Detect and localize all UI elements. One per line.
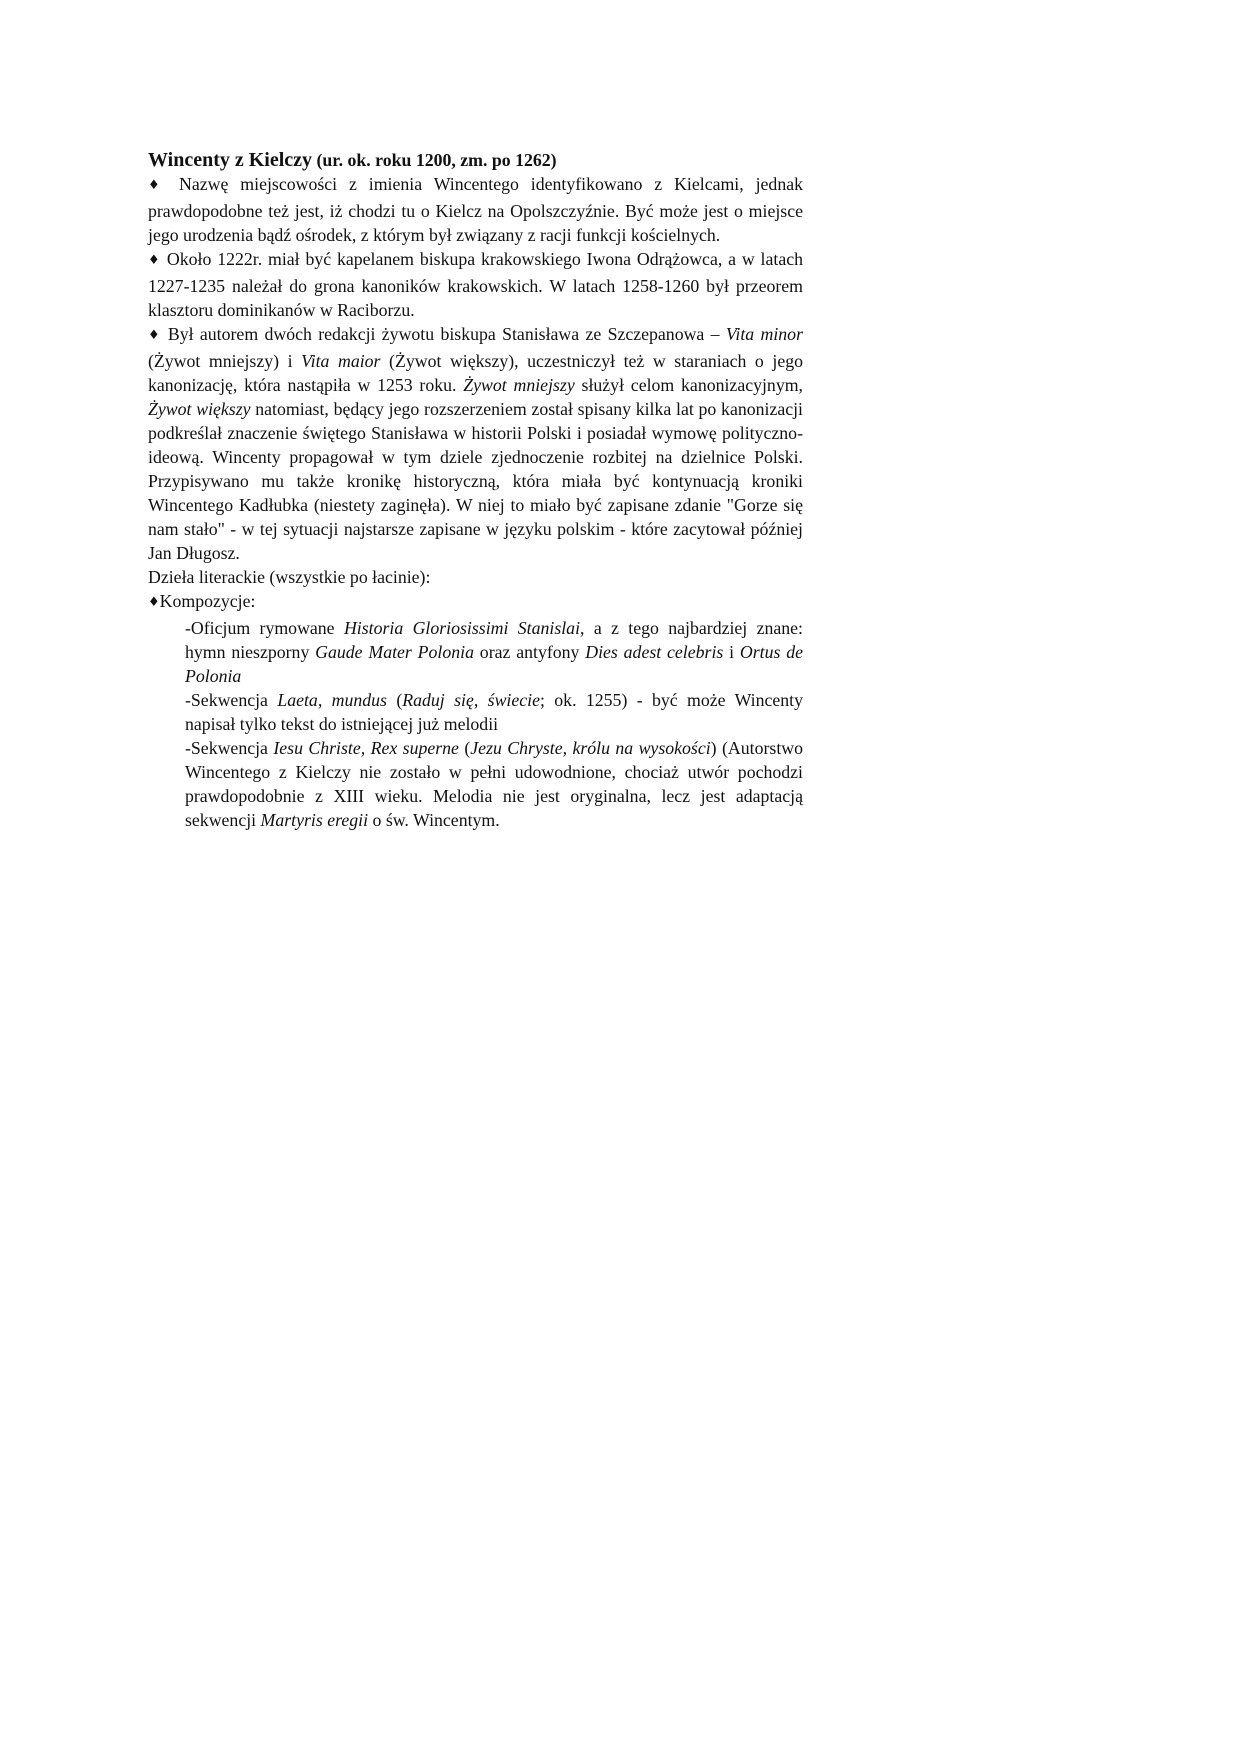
text-run: -Sekwencja — [185, 738, 274, 758]
italic-title: Vita minor — [725, 324, 803, 344]
composition-item-iesu-christe — [148, 736, 803, 832]
text-run: -Sekwencja — [185, 690, 278, 710]
italic-title: Ortus de Polonia — [185, 642, 804, 686]
text-run: ( — [458, 738, 471, 758]
title-dates: (ur. ok. roku 1200, zm. po 1262) — [316, 150, 557, 170]
diamond-bullet-icon: ♦ — [148, 178, 168, 193]
title-name: Wincenty z Kielczy — [148, 149, 313, 171]
paragraph-career — [148, 247, 803, 322]
document-body — [148, 148, 803, 832]
paragraph-text: Nazwę miejscowości z imienia Wincentego identyfikowano z Kielcami, jednak prawdopodobne też jest, iż chodzi tu o Kielcz na Opolszczyźnie. Być może jest o miejsce jego urodzenia bądź ośrodek, z którym był związany z racji funkcji kościelnych. — [148, 174, 803, 245]
italic-title: Vita maior — [301, 351, 381, 371]
italic-title: Raduj się, świecie — [402, 690, 540, 710]
diamond-bullet-icon: ♦ — [148, 328, 162, 343]
italic-title: Dies adest celebris — [585, 642, 724, 662]
italic-title: Historia Gloriosissimi Stanislai — [343, 618, 581, 638]
italic-title: Jezu Chryste, królu na wysokości — [470, 738, 711, 758]
italic-title: Żywot większy — [148, 399, 251, 419]
text-run: (Żywot większy), uczestniczył też w staraniach o jego kanonizację, która nastąpiła w 1253 roku. — [148, 351, 803, 395]
diamond-bullet-icon: ♦ — [148, 253, 162, 268]
composition-item-officium — [148, 616, 803, 688]
text-run: oraz antyfony — [473, 642, 586, 662]
composition-item-laeta-mundus — [148, 688, 803, 736]
paragraph-works — [148, 322, 803, 565]
text-run: o św. Wincentym. — [368, 810, 500, 830]
italic-title: Iesu Christe, Rex superne — [273, 738, 459, 758]
italic-title: Gaude Mater Polonia — [315, 642, 474, 662]
italic-title: Żywot mniejszy — [463, 375, 575, 395]
compositions-heading — [148, 589, 803, 616]
text-run: ( — [386, 690, 403, 710]
diamond-bullet-icon: ♦ — [148, 595, 160, 610]
works-heading: Dzieła literackie (wszystkie po łacinie): — [148, 567, 431, 587]
text-run: , a z tego najbardziej znane: hymn nieszporny — [185, 618, 803, 662]
text-run: Był autorem dwóch redakcji żywotu biskupa Stanisława ze Szczepanowa – — [167, 324, 726, 344]
text-run: (Żywot mniejszy) i — [148, 351, 302, 371]
italic-title: Laeta, mundus — [277, 690, 387, 710]
text-run: służył celom kanonizacyjnym, — [574, 375, 803, 395]
paragraph-name-origin — [148, 172, 803, 247]
document-title — [148, 148, 803, 172]
paragraph-text: Około 1222r. miał być kapelanem biskupa krakowskiego Iwona Odrążowca, a w latach 1227-1235 należał do grona kanoników krakowskich. W latach 1258-1260 był przeorem klasztoru dominikanów w Raciborzu. — [148, 249, 804, 320]
italic-title: Martyris eregii — [260, 810, 369, 830]
compositions-label: Kompozycje: — [159, 591, 256, 611]
text-run: ; ok. 1255) - być może Wincenty napisał tylko tekst do istniejącej już melodii — [185, 690, 803, 734]
text-run: -Oficjum rymowane — [185, 618, 344, 638]
text-run: ) (Autorstwo Wincentego z Kielczy nie zostało w pełni udowodnione, chociaż utwór pochodzi prawdopodobnie z XIII wieku. Melodia nie jest oryginalna, lecz jest adaptacją sekwencji — [185, 738, 803, 830]
text-run: i — [723, 642, 740, 662]
text-run: natomiast, będący jego rozszerzeniem został spisany kilka lat po kanonizacji podkreślał znaczenie świętego Stanisława w historii Polski i posiadał wymowę polityczno-ideową. Wincenty propagował w tym dziele zjednoczenie rozbitej na dzielnice Polski. Przypisywano mu także kronikę historyczną, która miała być kontynuacją kroniki Wincentego Kadłubka (niestety zaginęła). W niej to miało być zapisane zdanie "Gorze się nam stało" - w tej sytuacji najstarsze zapisane w języku polskim - które zacytował później Jan Długosz. — [148, 399, 804, 563]
